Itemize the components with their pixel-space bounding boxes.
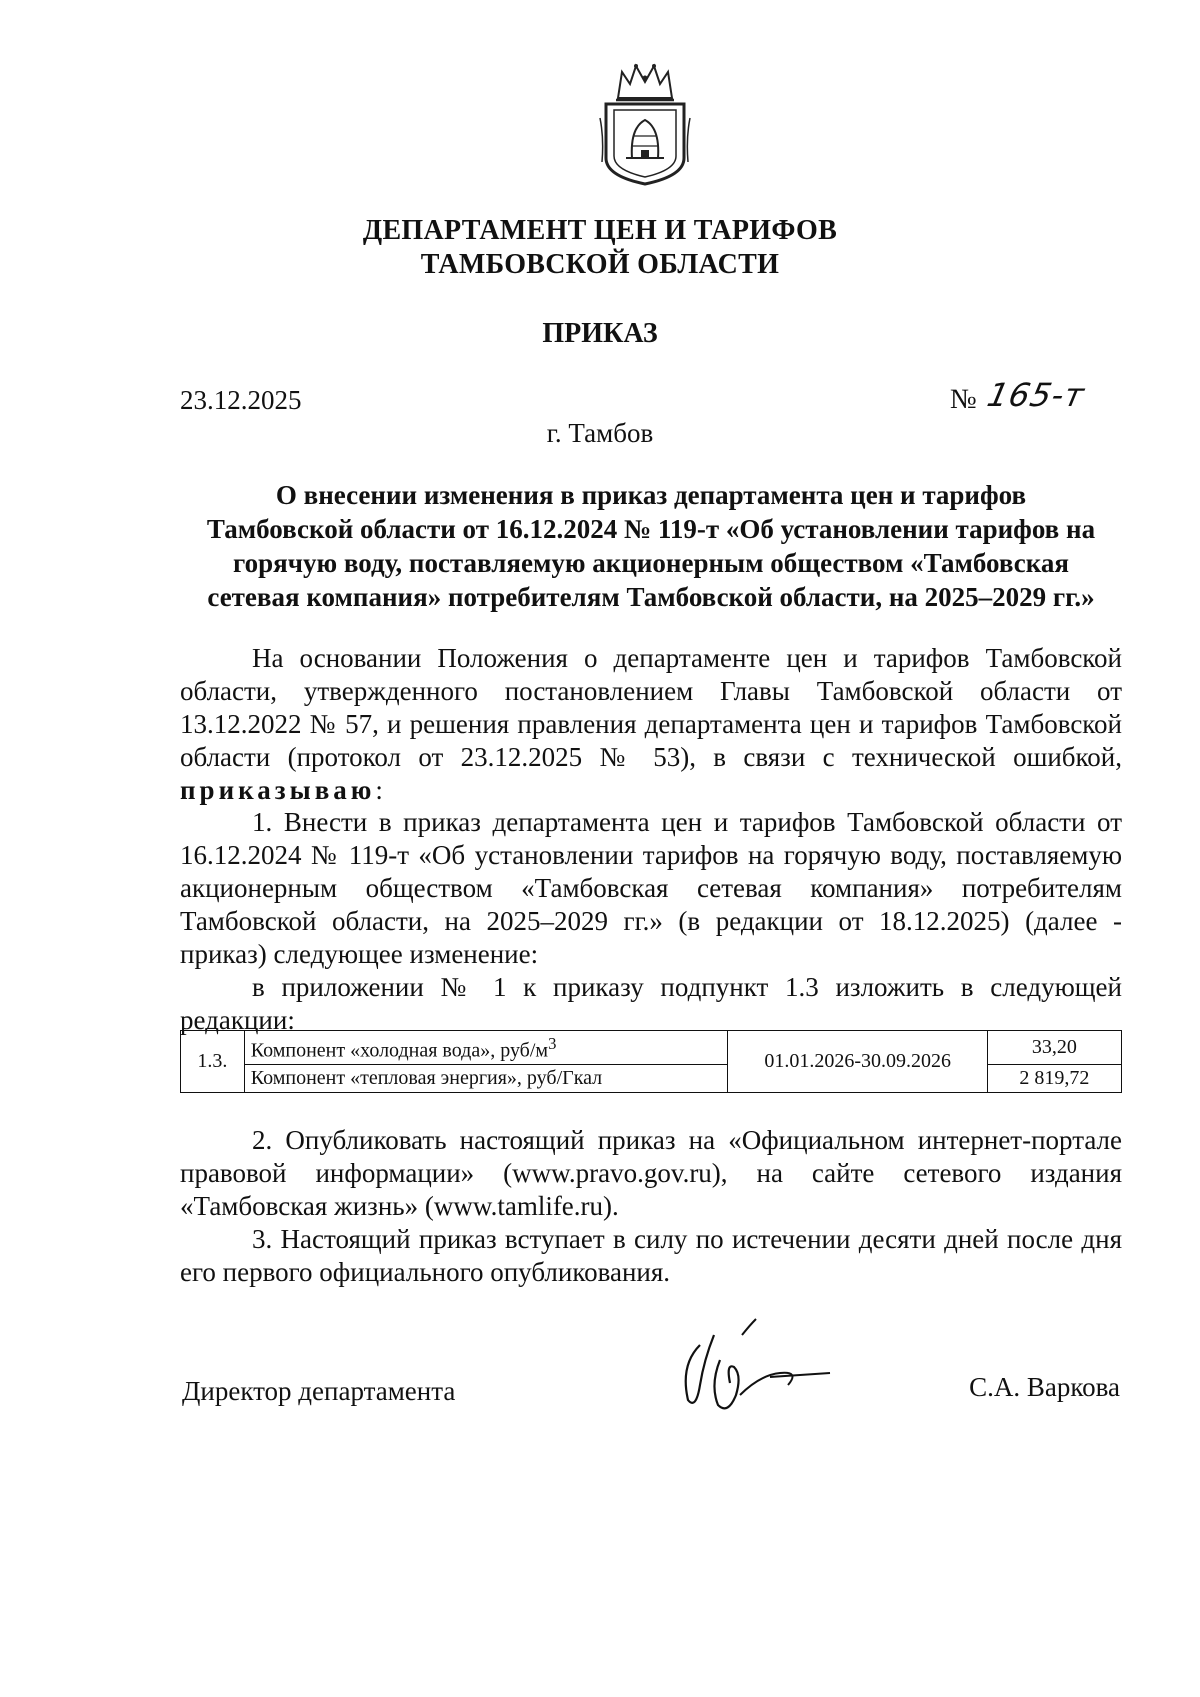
intro-paragraph xyxy=(180,642,1122,807)
order-suffix: : xyxy=(375,775,383,805)
document-type: ПРИКАЗ xyxy=(542,318,658,349)
title-line-1: О внесении изменения в приказ департамента цен и тарифов xyxy=(275,480,1027,510)
component-1-cell xyxy=(244,1031,728,1065)
document-title xyxy=(180,478,1122,614)
title-line-2: Тамбовской области от 16.12.2024 № 119-т «Об установлении тарифов на xyxy=(206,514,1096,544)
item-2-paragraph xyxy=(180,1124,1122,1223)
row-number-cell: 1.3. xyxy=(181,1031,245,1093)
value-2-cell: 2 819,72 xyxy=(987,1064,1121,1092)
item-1-text: 1. Внести в приказ департамента цен и тарифов Тамбовской области от 16.12.2024 № 119-т «Об установлении тарифов на горячую воду, поставляемую акционерным обществом «Тамбовская сетевая компания» потребителям Тамбовской области, на 2025–2029 гг.» (в редакции от 18.12.2025) (далее - приказ) следующее изменение: xyxy=(180,807,1122,969)
component-2-cell: Компонент «тепловая энергия», руб/Гкал xyxy=(244,1064,728,1092)
department-name xyxy=(0,214,1200,282)
item-3-paragraph xyxy=(180,1223,1122,1289)
item-1-sub-paragraph xyxy=(180,971,1122,1037)
department-line-1: ДЕПАРТАМЕНТ ЦЕН И ТАРИФОВ xyxy=(362,215,838,246)
document-city: г. Тамбов xyxy=(546,418,654,448)
department-line-2: ТАМБОВСКОЙ ОБЛАСТИ xyxy=(420,249,780,280)
tambov-coat-of-arms-icon xyxy=(596,58,694,186)
signer-name: С.А. Варкова xyxy=(969,1372,1120,1402)
component-1-label: Компонент «холодная вода», руб/м xyxy=(250,1039,549,1062)
item-2-text: 2. Опубликовать настоящий приказ на «Официальном интернет-портале правовой информации» (www.pravo.gov.ru), на сайте сетевого издания «Тамбовская жизнь» (www.tamlife.ru). xyxy=(180,1125,1122,1221)
document-number-handwritten: 165-т xyxy=(983,376,1089,414)
title-line-4: сетевая компания» потребителям Тамбовской области, на 2025–2029 гг.» xyxy=(207,582,1095,612)
component-1-superscript: 3 xyxy=(548,1034,557,1053)
order-word: приказываю xyxy=(180,775,376,805)
document-number-label: № xyxy=(950,384,977,415)
handwritten-signature xyxy=(670,1315,835,1425)
value-1-cell: 33,20 xyxy=(987,1031,1121,1065)
signer-position: Директор департамента xyxy=(182,1376,456,1406)
item-3-text: 3. Настоящий приказ вступает в силу по истечении десяти дней после дня его первого официального опубликования. xyxy=(180,1224,1122,1287)
document-date: 23.12.2025 xyxy=(180,385,302,415)
title-line-3: горячую воду, поставляемую акционерным обществом «Тамбовская xyxy=(233,548,1069,578)
item-1-sub-text: в приложении № 1 к приказу подпункт 1.3 изложить в следующей редакции: xyxy=(180,972,1122,1035)
tariff-table xyxy=(180,1030,1122,1093)
intro-text: На основании Положения о департаменте цен и тарифов Тамбовской области, утвержденного постановлением Главы Тамбовской области от 13.12.2022 № 57, и решения правления департамента цен и тарифов Тамбовской области (протокол от 23.12.2025 № 53), в связи с технической ошибкой, xyxy=(180,643,1122,772)
table-row xyxy=(181,1031,1122,1065)
item-1-paragraph xyxy=(180,806,1122,971)
period-cell: 01.01.2026-30.09.2026 xyxy=(728,1031,987,1093)
